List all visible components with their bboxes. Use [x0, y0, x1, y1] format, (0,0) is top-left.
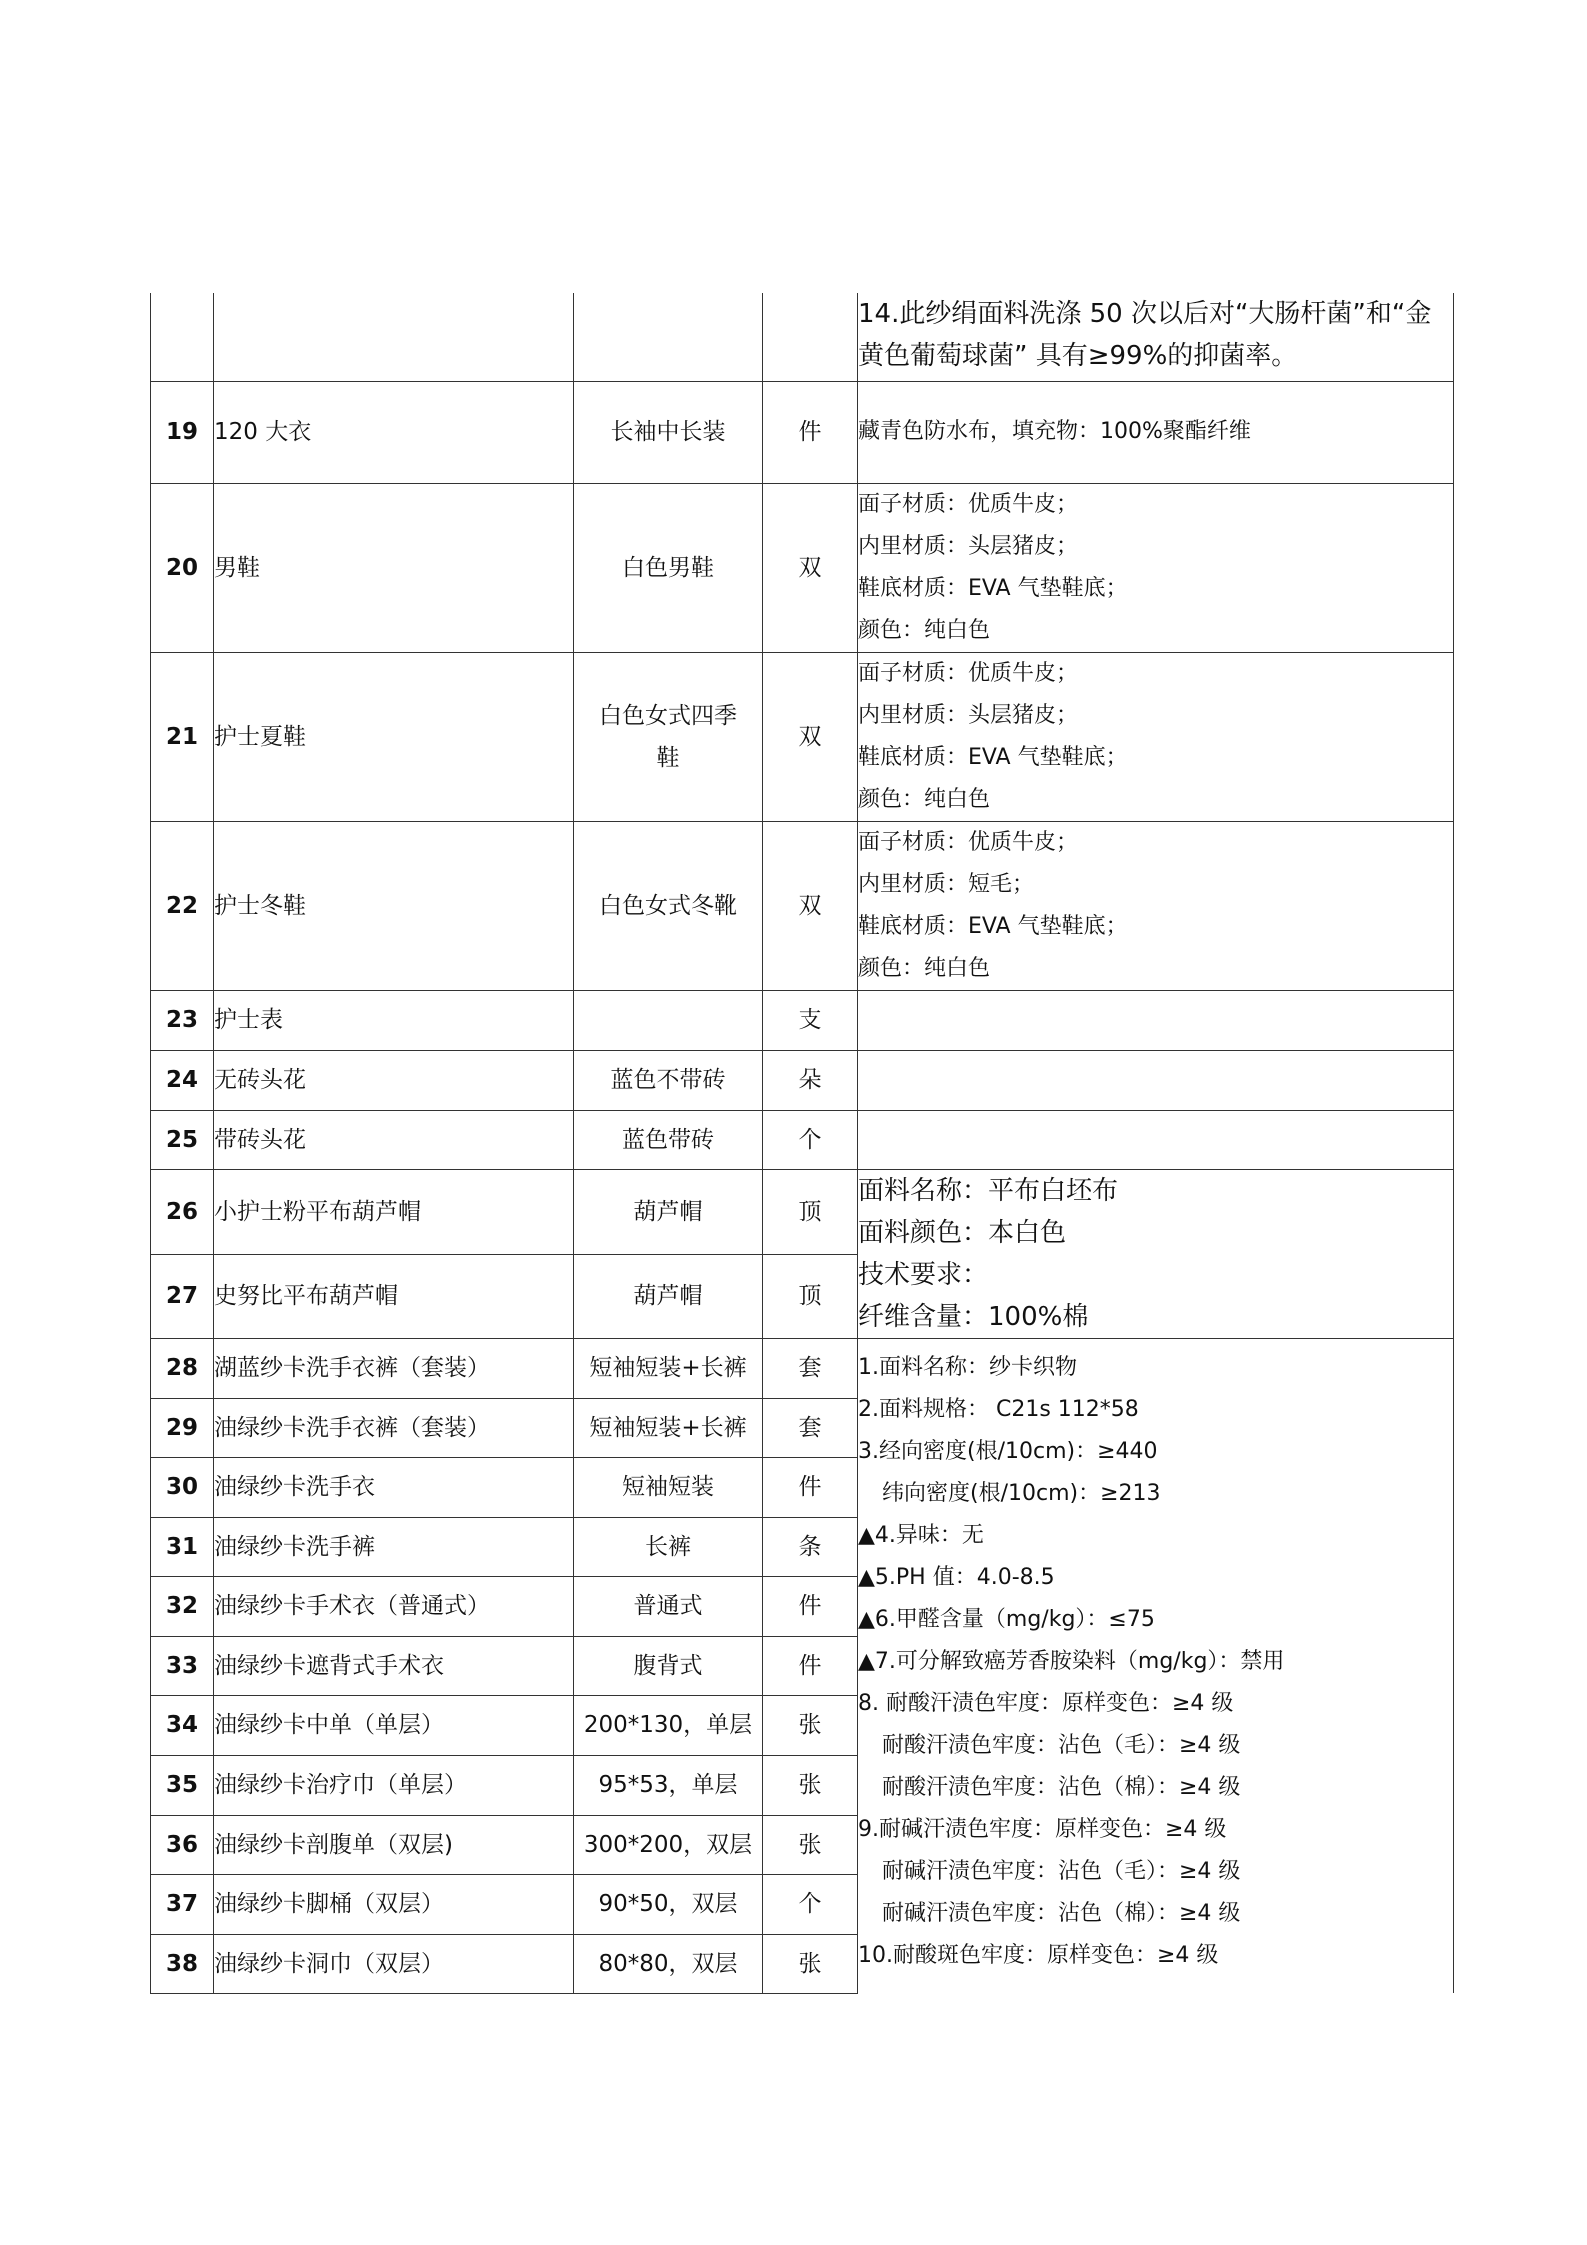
requirement-line: 面料颜色：本白色: [858, 1217, 1067, 1248]
requirement-line: 9.耐碱汗渍色牢度：原样变色：≥4 级: [858, 1816, 1227, 1842]
requirement-line: 颜色：纯白色: [858, 786, 991, 812]
requirement-line: 1.面料名称：纱卡织物: [858, 1354, 1077, 1380]
cell-name: 湖蓝纱卡洗手衣裤（套装）: [214, 1338, 574, 1398]
requirement-line: ▲4.异味：无: [858, 1522, 984, 1548]
cell-spec: 葫芦帽: [574, 1169, 763, 1255]
cell-name: 油绿纱卡治疗巾（单层）: [214, 1755, 574, 1815]
cell-requirement: [858, 821, 1454, 990]
cell-name: 油绿纱卡脚桶（双层）: [214, 1874, 574, 1934]
cell-num: 28: [151, 1338, 214, 1398]
cell-num: 31: [151, 1517, 214, 1576]
cell-unit: 件: [763, 1576, 858, 1636]
cell-num: 19: [151, 381, 214, 483]
requirement-line: 耐碱汗渍色牢度：沾色（毛）：≥4 级: [882, 1858, 1241, 1884]
cell-spec: 95*53，单层: [574, 1755, 763, 1815]
requirement-line: 内里材质：头层猪皮；: [858, 702, 1079, 728]
cell-unit: 顶: [763, 1255, 858, 1339]
cell-name: 120 大衣: [214, 381, 574, 483]
cell-num: 21: [151, 652, 214, 821]
cell-spec: [574, 990, 763, 1050]
cell-num: 33: [151, 1636, 214, 1695]
requirement-line: 内里材质：短毛；: [858, 871, 1035, 897]
cell-name: 无砖头花: [214, 1050, 574, 1110]
cell-unit: 张: [763, 1815, 858, 1874]
cell-unit: [763, 293, 858, 381]
requirement-line: 纤维含量：100%棉: [858, 1301, 1089, 1332]
cell-name: 油绿纱卡手术衣（普通式）: [214, 1576, 574, 1636]
requirement-line: 面子材质：优质牛皮；: [858, 491, 1079, 517]
requirement-line: 耐酸汗渍色牢度：沾色（毛）：≥4 级: [882, 1732, 1241, 1758]
cell-unit: 朵: [763, 1050, 858, 1110]
cell-unit: 张: [763, 1755, 858, 1815]
table-row: [151, 1338, 1454, 1398]
requirement-line: 耐酸汗渍色牢度：沾色（棉）：≥4 级: [882, 1774, 1241, 1800]
cell-num: 23: [151, 990, 214, 1050]
cell-num: 24: [151, 1050, 214, 1110]
cell-name: 带砖头花: [214, 1110, 574, 1169]
cell-spec: 短袖短装+长裤: [574, 1398, 763, 1457]
cell-num: 26: [151, 1169, 214, 1255]
cell-name: 护士冬鞋: [214, 821, 574, 990]
cell-name: 小护士粉平布葫芦帽: [214, 1169, 574, 1255]
cell-spec: 蓝色不带砖: [574, 1050, 763, 1110]
cell-unit: 个: [763, 1110, 858, 1169]
requirement-line: 颜色：纯白色: [858, 617, 991, 643]
requirement-line: 内里材质：头层猪皮；: [858, 533, 1079, 559]
cell-spec: [574, 293, 763, 381]
requirement-line: 2.面料规格： C21s 112*58: [858, 1396, 1139, 1422]
cell-spec: [574, 652, 763, 821]
requirement-line: 面子材质：优质牛皮；: [858, 829, 1079, 855]
cell-num: 29: [151, 1398, 214, 1457]
requirement-line: 耐碱汗渍色牢度：沾色（棉）：≥4 级: [882, 1900, 1241, 1926]
requirement-line: 颜色：纯白色: [858, 955, 991, 981]
requirement-line: 面子材质：优质牛皮；: [858, 660, 1079, 686]
table-row: [151, 483, 1454, 652]
cell-requirement: [858, 1050, 1454, 1110]
requirement-line: 3.经向密度(根/10cm)：≥440: [858, 1438, 1158, 1464]
cell-spec: 普通式: [574, 1576, 763, 1636]
cell-num: 25: [151, 1110, 214, 1169]
cell-requirement: [858, 483, 1454, 652]
cell-num: [151, 293, 214, 381]
cell-name: 护士夏鞋: [214, 652, 574, 821]
cell-requirement: [858, 990, 1454, 1050]
cell-name: 油绿纱卡洞巾（双层）: [214, 1934, 574, 1993]
cell-spec: 短袖短装: [574, 1457, 763, 1517]
requirement-line: 纬向密度(根/10cm)：≥213: [882, 1480, 1161, 1506]
cell-num: 35: [151, 1755, 214, 1815]
table-row: [151, 1169, 1454, 1255]
cell-unit: 套: [763, 1338, 858, 1398]
requirement-line: 技术要求：: [858, 1259, 989, 1290]
table-row: [151, 821, 1454, 990]
cell-num: 20: [151, 483, 214, 652]
cell-spec: 腹背式: [574, 1636, 763, 1695]
requirement-line: 10.耐酸斑色牢度：原样变色：≥4 级: [858, 1942, 1219, 1968]
requirement-line: ▲5.PH 值：4.0-8.5: [858, 1564, 1055, 1590]
cell-spec: 长袖中长装: [574, 381, 763, 483]
cell-requirement: [858, 293, 1454, 381]
cell-name: 油绿纱卡遮背式手术衣: [214, 1636, 574, 1695]
cell-name: 护士表: [214, 990, 574, 1050]
cell-unit: 件: [763, 1636, 858, 1695]
cell-unit: 双: [763, 821, 858, 990]
cell-unit: 条: [763, 1517, 858, 1576]
cell-spec: 80*80，双层: [574, 1934, 763, 1993]
cell-requirement: [858, 1169, 1454, 1338]
cell-num: 22: [151, 821, 214, 990]
cell-spec: 白色女式冬靴: [574, 821, 763, 990]
cell-spec: 90*50，双层: [574, 1874, 763, 1934]
cell-spec: 白色男鞋: [574, 483, 763, 652]
cell-requirement: [858, 1110, 1454, 1169]
cell-unit: 个: [763, 1874, 858, 1934]
requirement-line: 鞋底材质：EVA 气垫鞋底；: [858, 744, 1128, 770]
requirement-line: ▲6.甲醛含量（mg/kg）：≤75: [858, 1606, 1155, 1632]
cell-spec: 200*130，单层: [574, 1695, 763, 1755]
cell-requirement: [858, 652, 1454, 821]
cell-unit: 双: [763, 483, 858, 652]
requirement-line: 鞋底材质：EVA 气垫鞋底；: [858, 575, 1128, 601]
cell-spec: 长裤: [574, 1517, 763, 1576]
cell-name: 油绿纱卡中单（单层）: [214, 1695, 574, 1755]
table-row: [151, 381, 1454, 483]
requirement-line: 面料名称：平布白坯布: [858, 1175, 1119, 1206]
table-row: [151, 293, 1454, 381]
cell-num: 30: [151, 1457, 214, 1517]
cell-unit: 件: [763, 381, 858, 483]
cell-spec: 葫芦帽: [574, 1255, 763, 1339]
cell-name: 油绿纱卡洗手衣: [214, 1457, 574, 1517]
cell-unit: 张: [763, 1695, 858, 1755]
requirement-line: 8. 耐酸汗渍色牢度：原样变色：≥4 级: [858, 1690, 1234, 1716]
table-row: [151, 1050, 1454, 1110]
cell-unit: 张: [763, 1934, 858, 1993]
product-spec-table: [150, 293, 1454, 1994]
cell-requirement: [858, 1338, 1454, 1993]
cell-name: 油绿纱卡剖腹单（双层): [214, 1815, 574, 1874]
cell-name: 男鞋: [214, 483, 574, 652]
table-row: [151, 990, 1454, 1050]
cell-num: 38: [151, 1934, 214, 1993]
cell-spec-text: 白色女式四季鞋: [599, 702, 737, 771]
cell-spec: 300*200，双层: [574, 1815, 763, 1874]
cell-num: 34: [151, 1695, 214, 1755]
cell-unit: 件: [763, 1457, 858, 1517]
requirement-line: ▲7.可分解致癌芳香胺染料（mg/kg）：禁用: [858, 1648, 1285, 1674]
cell-name: 油绿纱卡洗手裤: [214, 1517, 574, 1576]
requirement-text: 14.此纱绢面料洗涤 50 次以后对“大肠杆菌”和“金黄色葡萄球菌” 具有≥99%的抑菌率。: [858, 299, 1432, 371]
cell-unit: 顶: [763, 1169, 858, 1255]
cell-unit: 套: [763, 1398, 858, 1457]
cell-name: 油绿纱卡洗手衣裤（套装）: [214, 1398, 574, 1457]
cell-name: 史努比平布葫芦帽: [214, 1255, 574, 1339]
cell-unit: 双: [763, 652, 858, 821]
cell-num: 27: [151, 1255, 214, 1339]
cell-num: 32: [151, 1576, 214, 1636]
cell-spec: 短袖短装+长裤: [574, 1338, 763, 1398]
cell-name: [214, 293, 574, 381]
cell-spec: 蓝色带砖: [574, 1110, 763, 1169]
requirement-line: 鞋底材质：EVA 气垫鞋底；: [858, 913, 1128, 939]
table-row: [151, 652, 1454, 821]
cell-num: 36: [151, 1815, 214, 1874]
cell-num: 37: [151, 1874, 214, 1934]
table-row: [151, 1110, 1454, 1169]
cell-unit: 支: [763, 990, 858, 1050]
cell-requirement: 藏青色防水布，填充物：100%聚酯纤维: [858, 381, 1454, 483]
